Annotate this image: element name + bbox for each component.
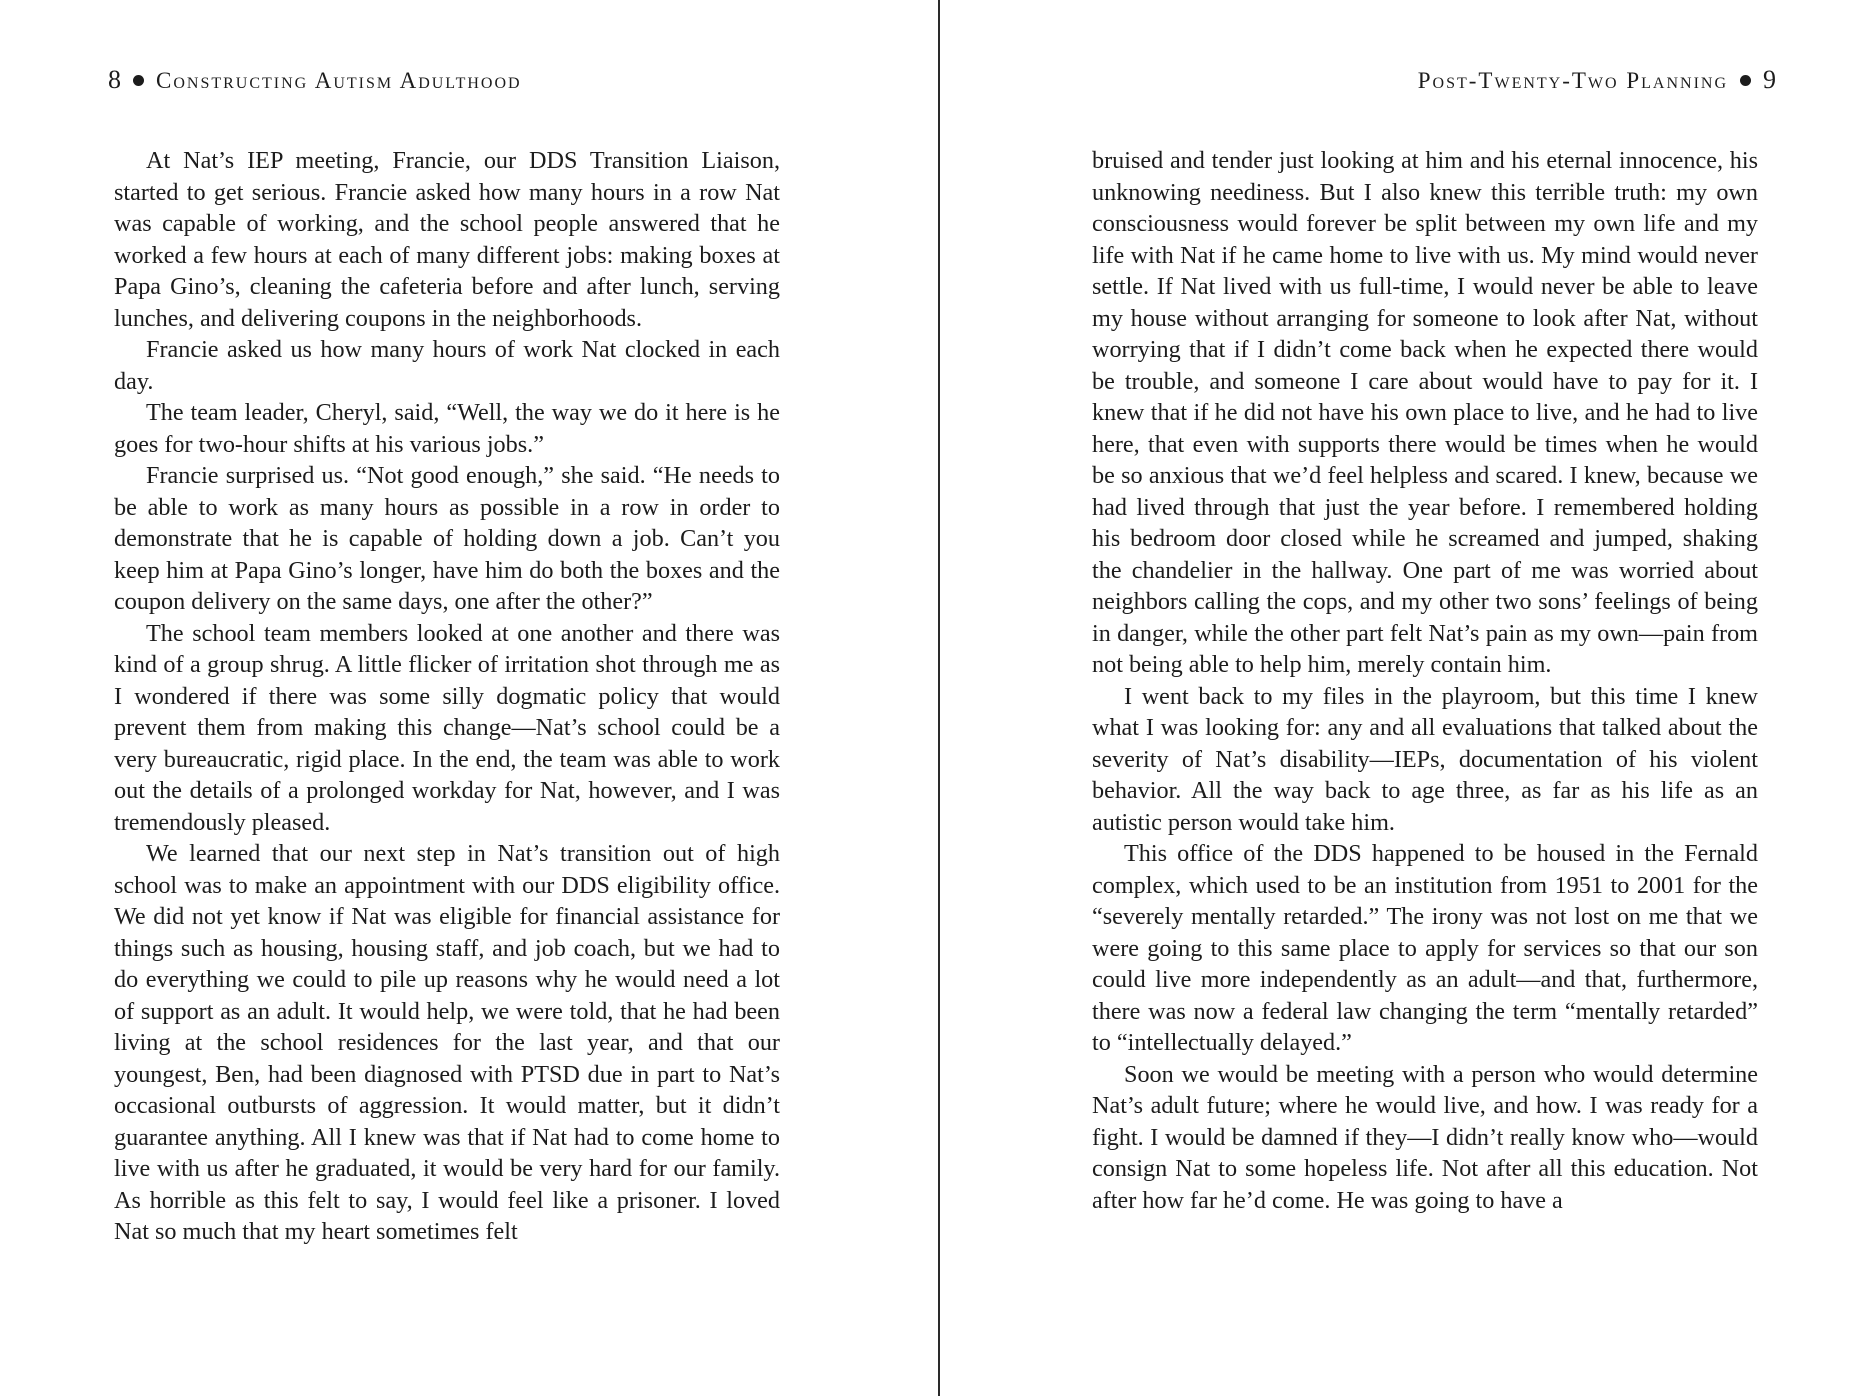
- left-page: [108, 0, 780, 1396]
- left-body-text: [114, 145, 780, 1248]
- right-body-text: [1092, 145, 1758, 1216]
- paragraph: Francie surprised us. “Not good enough,” she said. “He needs to be able to work as many hours as possible in a row in order to demonstrate that he is capable of holding down a job. Can’t you keep him at Papa Gino’s longer, have him do both the boxes and the coupon delivery on the same days, one after the other?”: [114, 462, 780, 615]
- paragraph: Soon we would be meeting with a person who would determine Nat’s adult future; where he would live, and how. I was ready for a fight. I would be damned if they—I didn’t really know who—would consign Nat to some hopeless life. Not after all this education. Not after how far he’d come. He was going to have a: [1092, 1060, 1758, 1214]
- left-running-head: [108, 64, 774, 97]
- page-number: 8: [108, 65, 121, 94]
- bullet-icon: [1740, 75, 1751, 86]
- paragraph: This office of the DDS happened to be housed in the Fernald complex, which used to be an institution from 1951 to 2001 for the “severely mentally retarded.” The irony was not lost on me that we were going to this same place to apply for services so that our son could live more independently as an adult—and that, furthermore, there was now a federal law changing the term “mentally retarded” to “intellectually delayed.”: [1092, 840, 1758, 1056]
- paragraph: We learned that our next step in Nat’s transition out of high school was to make an appointment with our DDS eligibility office. We did not yet know if Nat was eligible for financial assistance for things such as housing, housing staff, and job coach, but we had to do everything we could to pile up reasons why he would need a lot of support as an adult. It would help, we were told, that he had been living at the school residences for the last year, and that our youngest, Ben, had been diagnosed with PTSD due in part to Nat’s occasional outbursts of aggression. It would matter, but it didn’t guarantee anything. All I knew was that if Nat had to come home to live with us after he graduated, it would be very hard for our family. As horrible as this felt to say, I would feel like a prisoner. I loved Nat so much that my heart sometimes felt: [114, 840, 780, 1245]
- book-title: Constructing Autism Adulthood: [156, 68, 522, 93]
- paragraph: At Nat’s IEP meeting, Francie, our DDS Transition Liaison, started to get serious. Francie asked how many hours in a row Nat was capable of working, and the school people answered that he worked a few hours at each of many different jobs: making boxes at Papa Gino’s, cleaning the cafeteria before and after lunch, serving lunches, and delivering coupons in the neighborhoods.: [114, 147, 780, 332]
- paragraph: Francie asked us how many hours of work Nat clocked in each day.: [114, 336, 780, 395]
- chapter-title: Post-Twenty-Two Planning: [1417, 68, 1728, 93]
- bullet-icon: [133, 75, 144, 86]
- paragraph: The team leader, Cheryl, said, “Well, the way we do it here is he goes for two-hour shifts at his various jobs.”: [114, 399, 780, 458]
- page-gutter-divider: [938, 0, 940, 1396]
- right-running-head: [1076, 64, 1776, 97]
- paragraph: The school team members looked at one another and there was kind of a group shrug. A little flicker of irritation shot through me as I wondered if there was some silly dogmatic policy that would prevent them from making this change—Nat’s school could be a very bureaucratic, rigid place. In the end, the team was able to work out the details of a prolonged workday for Nat, however, and I was tremendously pleased.: [114, 619, 780, 836]
- paragraph-continuation: bruised and tender just looking at him and his eternal innocence, his unknowing neediness. But I also knew this terrible truth: my own consciousness would forever be split between my own life and my life with Nat if he came home to live with us. My mind would never settle. If Nat lived with us full-time, I would never be able to leave my house without arranging for someone to look after Nat, without worrying that if I didn’t come back when he expected there would be trouble, and someone I care about would have to pay for it. I knew that if he did not have his own place to live, and he had to live here, that even with supports there would be times when he would be so anxious that we’d feel helpless and scared. I knew, because we had lived through that just the year before. I remembered holding his bedroom door closed while he screamed and jumped, shaking the chandelier in the hallway. One part of me was worried about neighbors calling the cops, and my other two sons’ feelings of being in danger, while the other part felt Nat’s pain as my own—pain from not being able to help him, merely contain him.: [1092, 147, 1758, 678]
- page-number: 9: [1763, 65, 1776, 94]
- right-page: [1092, 0, 1776, 1396]
- paragraph: I went back to my files in the playroom, but this time I knew what I was looking for: any and all evaluations that talked about the severity of Nat’s disability—IEPs, documentation of his violent behavior. All the way back to age three, as far as his life as an autistic person would take him.: [1092, 682, 1758, 836]
